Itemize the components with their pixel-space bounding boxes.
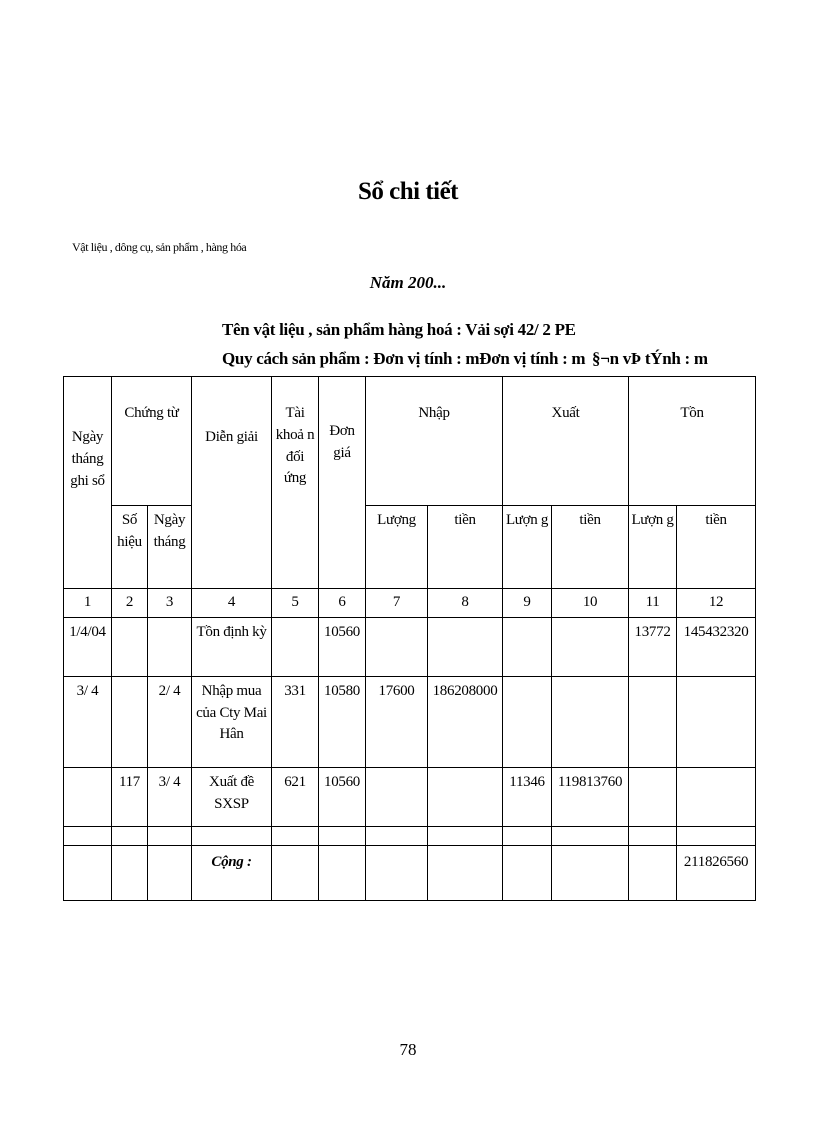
cell-dien-giai: Nhập mua của Cty Mai Hân <box>192 676 272 767</box>
cell-xuat-tien <box>552 617 629 676</box>
cell-empty <box>428 826 503 845</box>
cell-empty <box>503 845 552 900</box>
header-tai-khoan-doi-ung: Tài khoả n đối ứng <box>272 377 319 589</box>
cell-xuat-luong <box>503 676 552 767</box>
header-xuat-tien: tiền <box>552 506 629 589</box>
cell-ton-luong <box>629 767 677 826</box>
column-number: 3 <box>148 589 192 618</box>
document-subtitle: Vật liệu , dông cụ, sản phẩm , hàng hóa <box>72 240 247 254</box>
cell-empty <box>64 826 112 845</box>
header-nhap-tien: tiền <box>428 506 503 589</box>
cell-empty <box>366 826 428 845</box>
header-ton-tien: tiền <box>677 506 756 589</box>
column-number: 10 <box>552 589 629 618</box>
cell-empty <box>112 845 148 900</box>
header-ngay-thang-ghi-so: Ngày tháng ghi sổ <box>64 377 112 589</box>
header-ton: Tồn <box>629 377 756 506</box>
cell-empty <box>112 826 148 845</box>
cell-xuat-tien: 119813760 <box>552 767 629 826</box>
cell-empty <box>148 845 192 900</box>
cell-empty <box>64 845 112 900</box>
cell-ton-luong <box>629 676 677 767</box>
header-row-1 <box>64 377 756 506</box>
cell-date: 3/ 4 <box>64 676 112 767</box>
cell-nhap-tien <box>428 767 503 826</box>
cell-ton-luong: 13772 <box>629 617 677 676</box>
cell-tai-khoan <box>272 617 319 676</box>
cell-nhap-luong: 17600 <box>366 676 428 767</box>
cell-ton-tien <box>677 767 756 826</box>
cell-empty <box>192 826 272 845</box>
total-label: Cộng : <box>192 845 272 900</box>
product-spec-line <box>222 349 708 369</box>
column-number: 6 <box>319 589 366 618</box>
cell-empty <box>552 826 629 845</box>
cell-empty <box>148 826 192 845</box>
table-row <box>64 767 756 826</box>
cell-empty <box>677 826 756 845</box>
cell-empty <box>319 845 366 900</box>
cell-xuat-luong: 11346 <box>503 767 552 826</box>
cell-empty <box>428 845 503 900</box>
header-ngay-thang: Ngày tháng <box>148 506 192 589</box>
document-title: Sổ chi tiết <box>357 178 459 205</box>
header-so-hieu: Số hiệu <box>112 506 148 589</box>
header-chung-tu: Chứng từ <box>112 377 192 506</box>
cell-empty <box>272 845 319 900</box>
spec-text: Quy cách sản phẩm : Đơn vị tính : mĐơn vị tính : m <box>222 349 586 368</box>
cell-date <box>64 767 112 826</box>
cell-tai-khoan: 621 <box>272 767 319 826</box>
column-number: 8 <box>428 589 503 618</box>
cell-don-gia: 10560 <box>319 767 366 826</box>
page-number: 78 <box>399 1040 417 1059</box>
cell-ngay-thang <box>148 617 192 676</box>
cell-dien-giai: Xuất đề SXSP <box>192 767 272 826</box>
year-heading: Năm 200... <box>369 273 447 292</box>
cell-so-hieu <box>112 617 148 676</box>
column-number: 5 <box>272 589 319 618</box>
cell-ngay-thang: 3/ 4 <box>148 767 192 826</box>
unit-garbled-text: §¬n vÞ tÝnh : m <box>592 349 708 368</box>
cell-empty <box>552 845 629 900</box>
cell-tai-khoan: 331 <box>272 676 319 767</box>
header-don-gia: Đơn giá <box>319 377 366 589</box>
total-row <box>64 845 756 900</box>
cell-empty <box>629 826 677 845</box>
total-ton-tien: 211826560 <box>677 845 756 900</box>
header-nhap-luong: Lượng <box>366 506 428 589</box>
header-xuat: Xuất <box>503 377 629 506</box>
cell-nhap-luong <box>366 617 428 676</box>
column-number-row <box>64 589 756 618</box>
cell-empty <box>629 845 677 900</box>
cell-so-hieu: 117 <box>112 767 148 826</box>
cell-empty <box>272 826 319 845</box>
cell-empty <box>366 845 428 900</box>
cell-date: 1/4/04 <box>64 617 112 676</box>
table-row <box>64 676 756 767</box>
table-row <box>64 617 756 676</box>
cell-don-gia: 10580 <box>319 676 366 767</box>
cell-ngay-thang: 2/ 4 <box>148 676 192 767</box>
cell-nhap-tien: 186208000 <box>428 676 503 767</box>
header-ton-luong: Lượn g <box>629 506 677 589</box>
column-number: 7 <box>366 589 428 618</box>
cell-empty <box>503 826 552 845</box>
table-row-blank <box>64 826 756 845</box>
cell-dien-giai: Tồn định kỳ <box>192 617 272 676</box>
column-number: 9 <box>503 589 552 618</box>
header-xuat-luong: Lượn g <box>503 506 552 589</box>
header-row-2 <box>64 506 756 589</box>
cell-ton-tien <box>677 676 756 767</box>
cell-so-hieu <box>112 676 148 767</box>
column-number: 1 <box>64 589 112 618</box>
cell-ton-tien: 145432320 <box>677 617 756 676</box>
column-number: 11 <box>629 589 677 618</box>
cell-nhap-tien <box>428 617 503 676</box>
column-number: 12 <box>677 589 756 618</box>
column-number: 4 <box>192 589 272 618</box>
cell-nhap-luong <box>366 767 428 826</box>
column-number: 2 <box>112 589 148 618</box>
header-dien-giai: Diễn giải <box>192 377 272 589</box>
material-name-line: Tên vật liệu , sản phẩm hàng hoá : Vải sợi 42/ 2 PE <box>222 320 576 339</box>
cell-xuat-tien <box>552 676 629 767</box>
cell-don-gia: 10560 <box>319 617 366 676</box>
cell-xuat-luong <box>503 617 552 676</box>
cell-empty <box>319 826 366 845</box>
header-nhap: Nhập <box>366 377 503 506</box>
ledger-table <box>63 376 756 901</box>
